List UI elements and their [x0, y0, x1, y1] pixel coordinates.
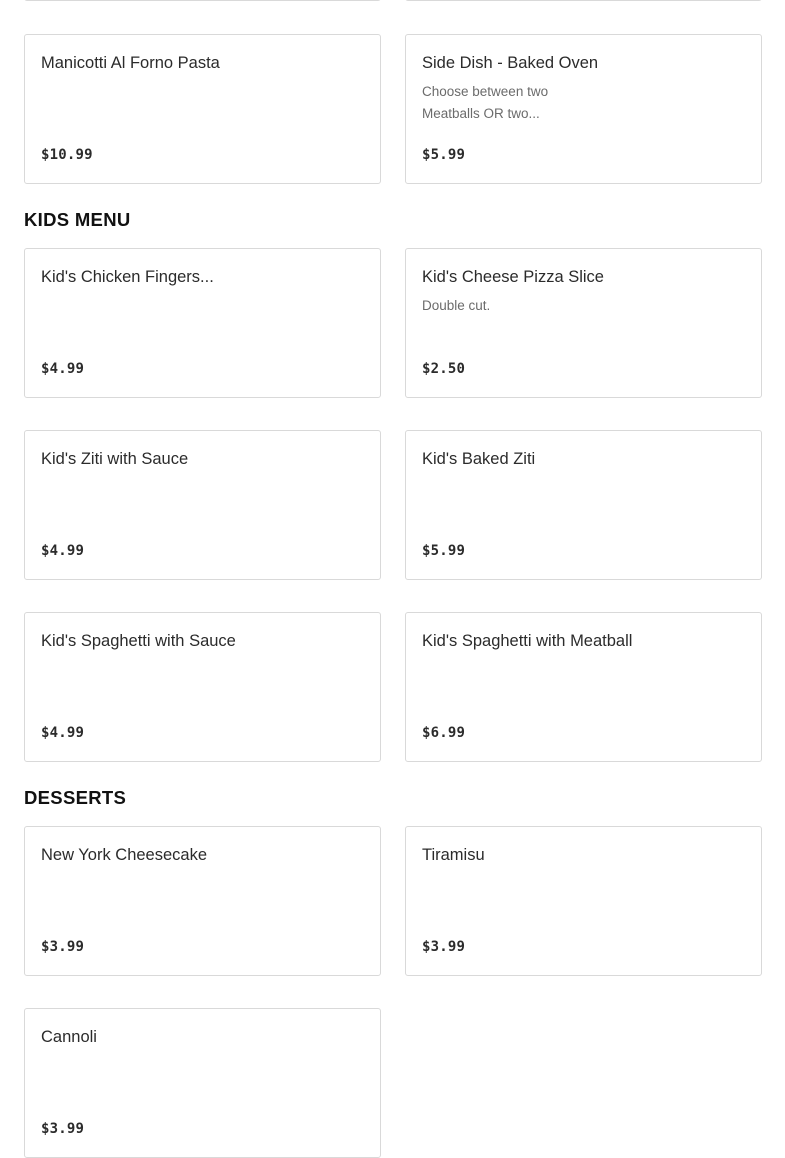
- menu-item-card[interactable]: [405, 0, 762, 1]
- menu-item-name: Cannoli: [41, 1028, 97, 1046]
- menu-item-description: Double cut.: [422, 298, 491, 313]
- menu-item-card[interactable]: [24, 826, 381, 976]
- menu-item-price: $5.99: [422, 543, 466, 559]
- section-title-kids-menu: KIDS MENU: [24, 209, 131, 230]
- menu-item-card[interactable]: [405, 612, 762, 762]
- section-title-desserts: DESSERTS: [24, 787, 127, 808]
- menu-item-card[interactable]: [24, 430, 381, 580]
- menu-item-card[interactable]: [24, 0, 381, 1]
- menu-item-card[interactable]: [405, 34, 762, 184]
- menu-item-name: Kid's Ziti with Sauce: [41, 450, 189, 468]
- menu-item-name: New York Cheesecake: [41, 846, 208, 864]
- menu-item-card[interactable]: [24, 34, 381, 184]
- menu-item-name: Side Dish - Baked Oven: [422, 54, 599, 72]
- menu-item-price: $3.99: [422, 939, 466, 955]
- menu-item-card[interactable]: [405, 826, 762, 976]
- menu-item-name: Manicotti Al Forno Pasta: [41, 54, 220, 72]
- menu-item-card[interactable]: [405, 430, 762, 580]
- menu-item-price: $2.50: [422, 361, 466, 377]
- menu-item-price: $10.99: [41, 147, 93, 163]
- menu-item-card[interactable]: [405, 248, 762, 398]
- menu-item-price: $4.99: [41, 543, 85, 559]
- menu-item-price: $5.99: [422, 147, 466, 163]
- menu-item-card[interactable]: [24, 1008, 381, 1158]
- menu-item-price: $3.99: [41, 1121, 85, 1137]
- menu-item-name: Kid's Spaghetti with Sauce: [41, 632, 236, 650]
- menu-item-name: Kid's Chicken Fingers...: [41, 268, 214, 286]
- menu-item-name: Kid's Baked Ziti: [422, 450, 536, 468]
- menu-item-price: $3.99: [41, 939, 85, 955]
- menu-item-description: Choose between two Meatballs OR two...: [422, 84, 549, 121]
- menu-item-price: $6.99: [422, 725, 466, 741]
- menu-item-price: $4.99: [41, 361, 85, 377]
- menu-item-card[interactable]: [24, 248, 381, 398]
- menu-item-price: $4.99: [41, 725, 85, 741]
- menu-item-card[interactable]: [24, 612, 381, 762]
- menu-item-name: Kid's Cheese Pizza Slice: [422, 268, 604, 286]
- menu-item-name: Tiramisu: [422, 846, 485, 864]
- menu-item-name: Kid's Spaghetti with Meatball: [422, 632, 633, 650]
